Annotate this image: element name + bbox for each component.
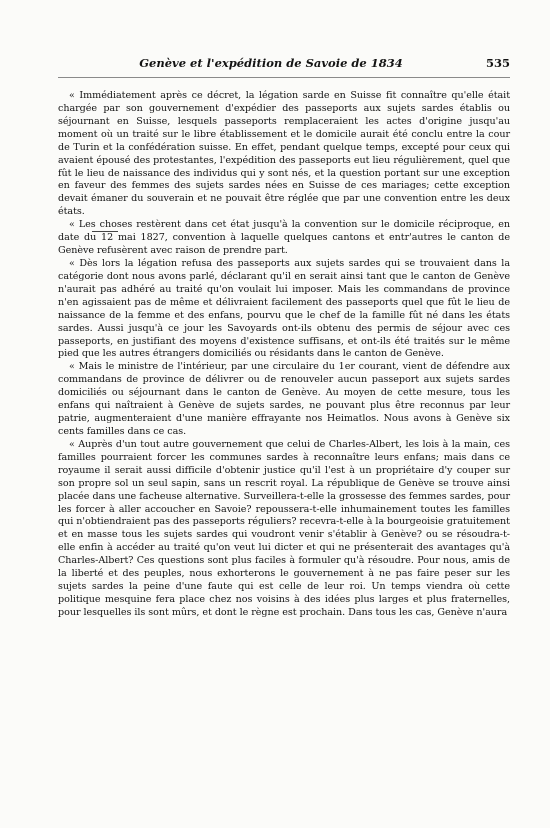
body-text — [58, 90, 510, 620]
paragraph: « Mais le ministre de l'intérieur, par une circulaire du 1er courant, vient de défendre aux commandans de province de délivrer ou de renouveler aucun passeport aux sujets sardes domiciliés ou séjournant dans le canton de Genève. Au moyen de cette mesure, tous les enfans qui naîtraient à Genève de sujets sardes, ne pouvant plus être reconnus par leur patrie, augmenteraient d'une manière effrayante nos Heimatlos. Nous avons à Genève six cents familles dans ce cas. — [58, 361, 510, 437]
paragraph: « Immédiatement après ce décret, la légation sarde en Suisse fit connaître qu'elle était chargée par son gouvernement d'expédier des passeports aux sujets sardes établis ou séjournant en Suisse, lesquels passeports remplaceraient les actes d'origine jusqu'au moment où un traité sur le libre établissement et le domicile aurait été conclu entre la cour de Turin et la confédération suisse. En effet, pendant quelque temps, excepté pour ceux qui avaient épousé des protestantes, l'expédition des passeports eut lieu régulièrement, quel que fût le lieu de naissance des individus qui y sont nés, et la question portant sur une exception en faveur des femmes des sujets sardes nées en Suisse de ces mariages; cette exception devait émaner du souverain et ne pouvait être réglée que par une convention entre les deux états. — [58, 90, 510, 218]
page-header — [58, 56, 510, 72]
paragraph: « Les choses restèrent dans cet état jusqu'à la convention sur le domicile réciproque, en date du 12 mai 1827, convention à laquelle quelques cantons et entr'autres le canton de Genève refusèrent avec raison de prendre part. — [58, 219, 510, 257]
header-rule — [58, 77, 510, 78]
text-mark — [92, 231, 118, 232]
paragraph: « Dès lors la légation refusa des passeports aux sujets sardes qui se trouvaient dans la catégorie dont nous avons parlé, déclarant qu'il en serait ainsi tant que le canton de Genève n'aurait pas adhéré au traité qu'on voulait lui imposer. Mais les commandans de province n'en agissaient pas de même et délivraient facilement des passeports quel que fût le lieu de naissance de la femme et des enfans, pourvu que le chef de la famille fût né dans les états sardes. Aussi jusqu'à ce jour les Savoyards ont-ils obtenu des permis de séjour avec ces passeports, en justifiant des moyens d'existence suffisans, et ont-ils été traités sur le même pied que les autres étrangers domiciliés ou résidants dans le canton de Genève. — [58, 257, 510, 360]
page-number: 535 — [485, 56, 510, 70]
running-head: Genève et l'expédition de Savoie de 1834 — [139, 56, 403, 70]
paragraph: « Auprès d'un tout autre gouvernement que celui de Charles-Albert, les lois à la main, ces familles pourraient forcer les communes sardes à reconnaître leurs enfans; mais dans ce royaume il serait aussi difficile d'obtenir justice qu'il l'est à un propriétaire d'y couper sur son propre sol un seul sapin, sans un rescrit royal. La république de Genève se trouve ainsi placée dans une facheuse alternative. Surveillera-t-elle la grossesse des femmes sardes, pour les forcer à aller accoucher en Savoie? repoussera-t-elle inhumainement toutes les familles qui n'obtiendraient pas des passeports réguliers? recevra-t-elle à la bourgeoisie gratuitement et en masse tous les sujets sardes qui voudront venir s'établir à Genève? ou se résoudra-t-elle enfin à accéder au traité qu'on veut lui dicter et qui ne présenterait des avantages qu'à Charles-Albert? Ces questions sont plus faciles à formuler qu'à résoudre. Pour nous, amis de la liberté et des peuples, nous exhorterons le gouvernement à ne pas faire peser sur les sujets sardes la peine d'une faute qui est celle de leur roi. Un temps viendra où cette politique mesquine fera place chez nos voisins à des idées plus larges et plus fraternelles, pour lesquelles ils sont mûrs, et dont le règne est prochain. Dans tous les cas, Genève n'aura — [58, 438, 510, 618]
